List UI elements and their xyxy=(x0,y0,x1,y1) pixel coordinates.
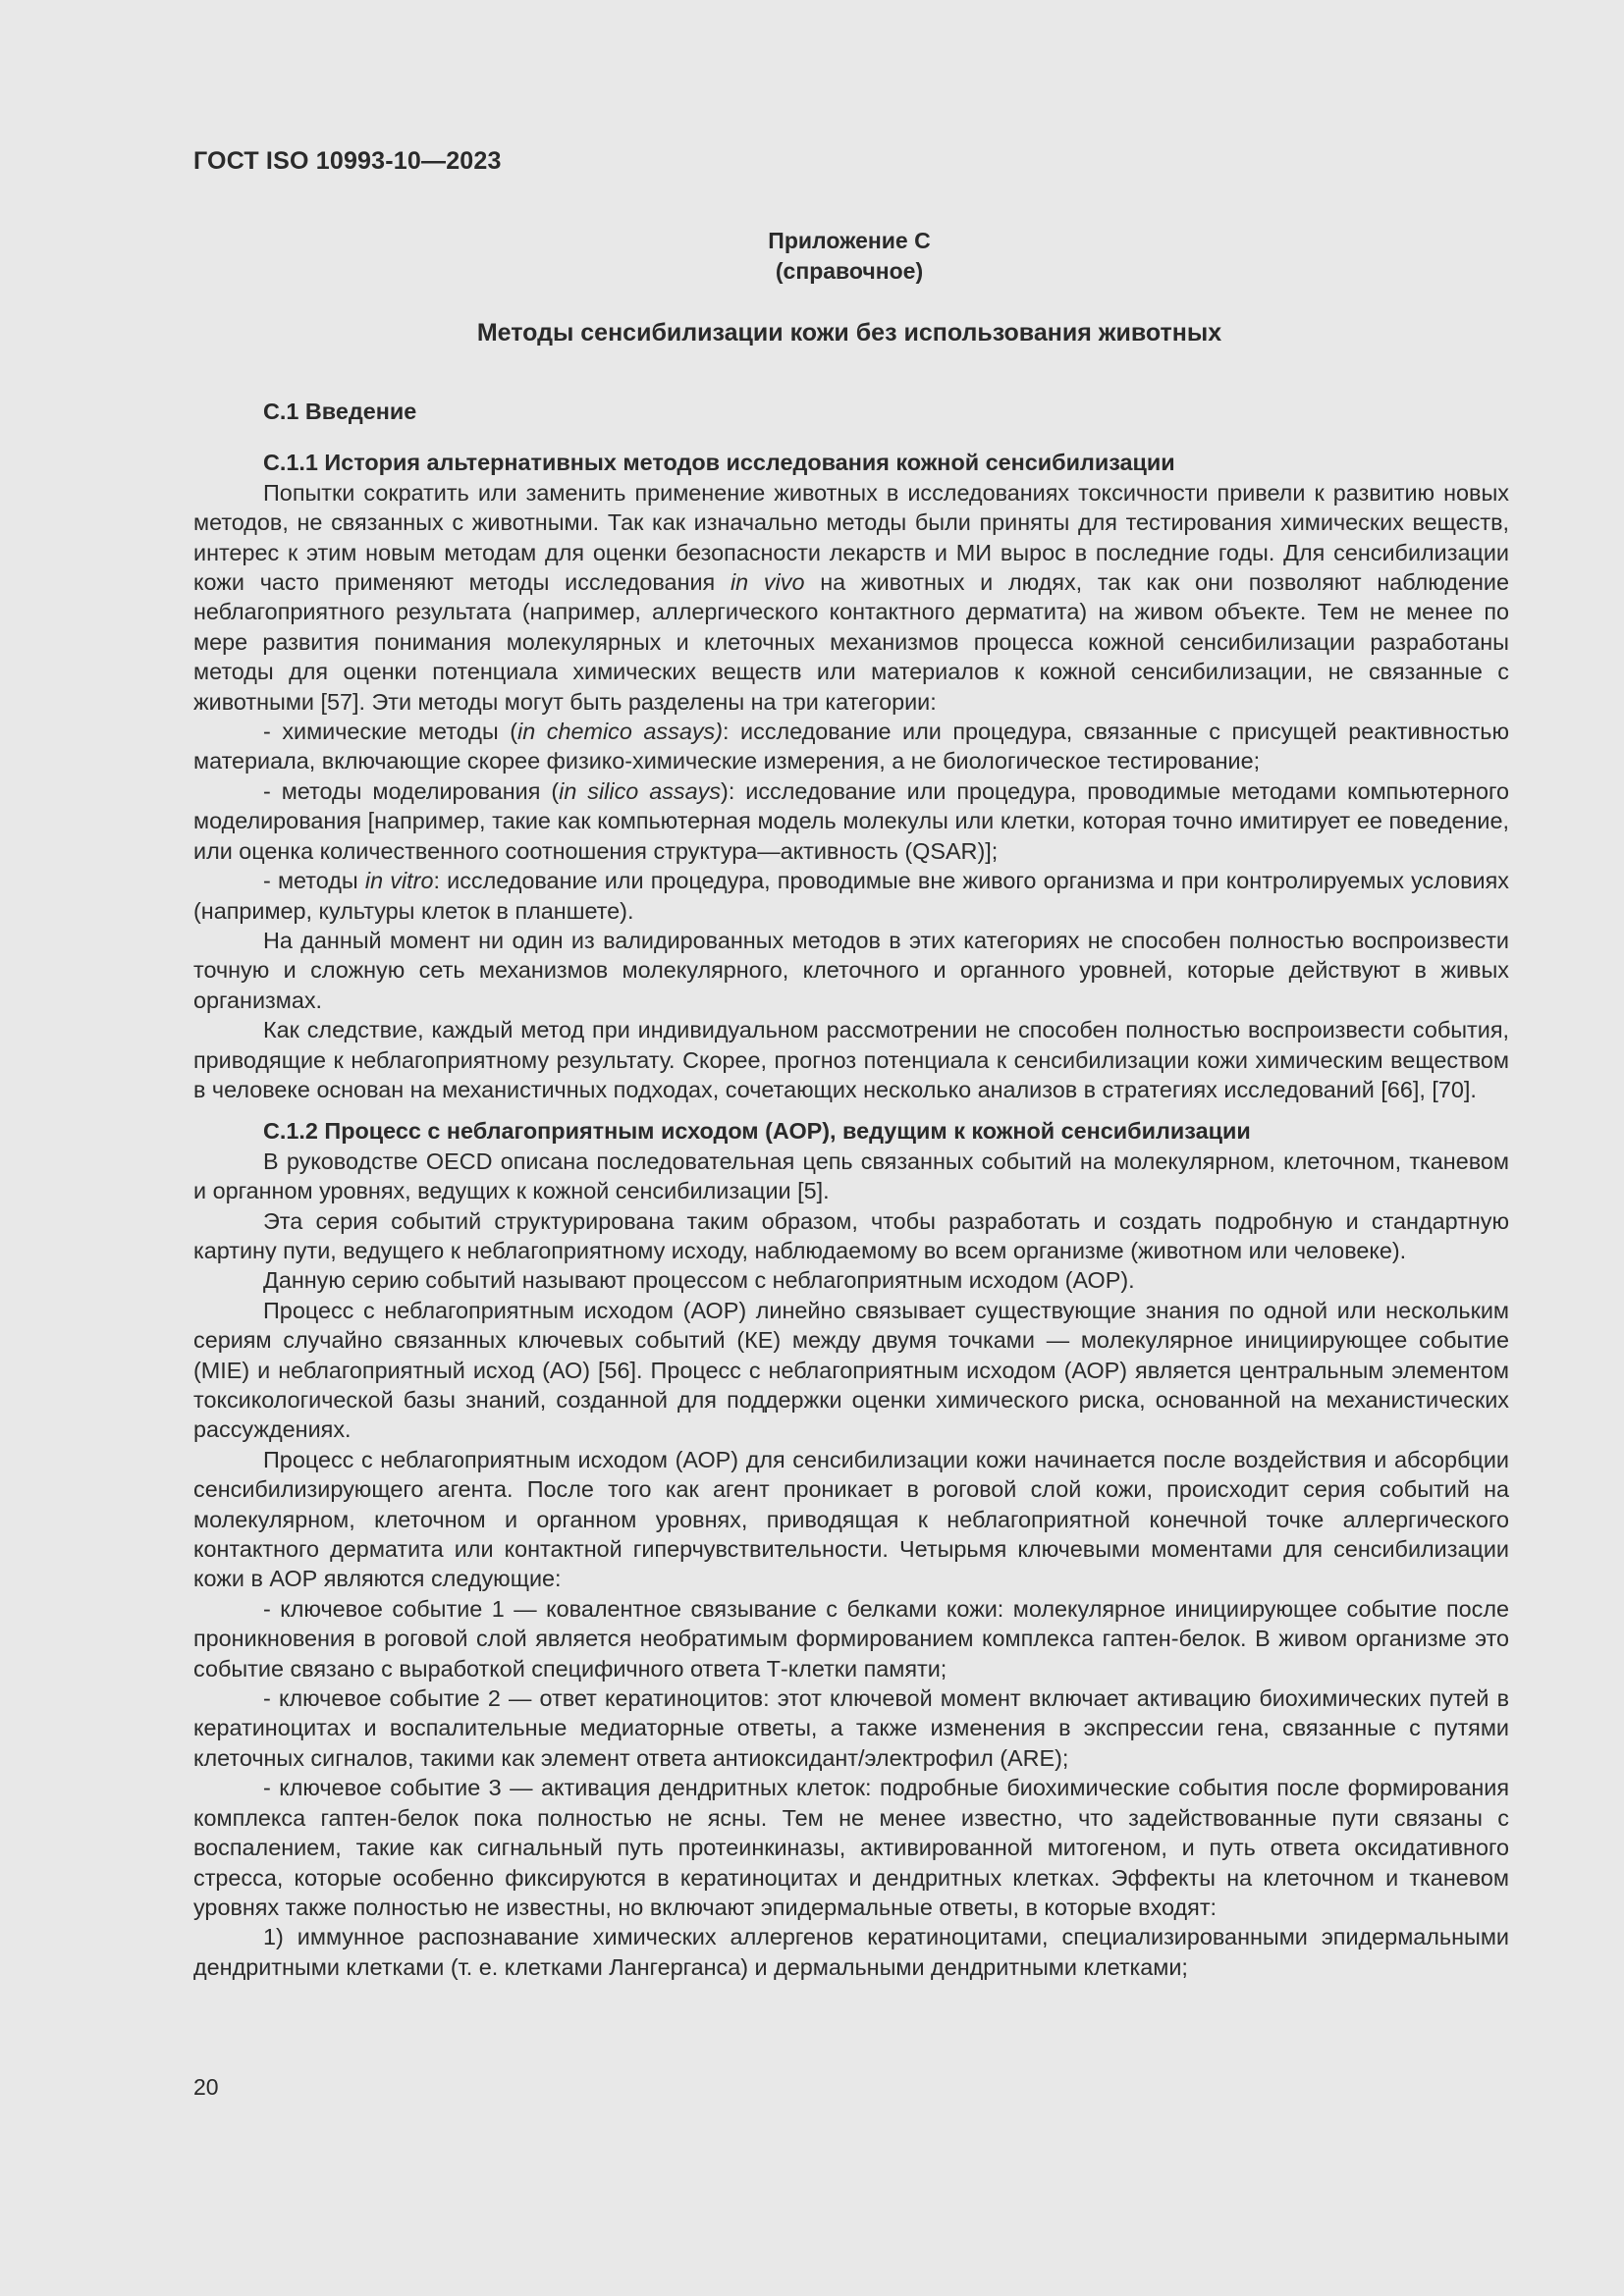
paragraph: В руководстве OECD описана последовательная цепь связанных событий на молекулярном, клеточном, тканевом и органном уровнях, ведущих к кожной сенсибилизации [5]. xyxy=(193,1148,1509,1204)
list-item: - методы моделирования (in silico assays): исследование или процедура, проводимые методами компьютерного моделирования [например, такие как компьютерная модель молекулы или клетки, которая точно имитирует ее поведение, или оценка количественного соотношения структура—активность (QSAR)]; xyxy=(193,777,1509,864)
appendix-header xyxy=(0,226,1624,287)
list-item: 1) иммунное распознавание химических аллергенов кератиноцитами, специализированными эпидермальными дендритными клетками (т. е. клетками Лангерганса) и дермальными дендритными клетками; xyxy=(193,1924,1509,1980)
appendix-type: (справочное) xyxy=(775,258,924,284)
paragraph: Попытки сократить или заменить применение животных в исследованиях токсичности привели к развитию новых методов, не связанных с животными. Так как изначально методы были приняты для тестирования химических веществ, интерес к этим новым методам для оценки безопасности лекарств и МИ вырос в последние годы. Для сенсибилизации кожи часто применяют методы исследования in vivo на животных и людях, так как они позволяют наблюдение неблагоприятного результата (например, аллергического контактного дерматита) на живом объекте. Тем не менее по мере развития понимания молекулярных и клеточных механизмов процесса кожной сенсибилизации разработаны методы для оценки потенциала химических веществ или материалов к кожной сенсибилизации, не связанные с животными [57]. Эти методы могут быть разделены на три категории: xyxy=(193,479,1509,715)
list-item: - ключевое событие 1 — ковалентное связывание с белками кожи: молекулярное инициирующее событие после проникновения в роговой слой является необратимым формированием комплекса гаптен-белок. В живом организме это событие связано с выработкой специфичного ответа Т-клетки памяти; xyxy=(193,1595,1509,1682)
paragraph: Процесс с неблагоприятным исходом (АОР) линейно связывает существующие знания по одной или нескольким сериям случайно связанных ключевых событий (КЕ) между двумя точками — молекулярное инициирующее событие (MIE) и неблагоприятный исход (АО) [56]. Процесс с неблагоприятным исходом (АОР) является центральным элементом токсикологической базы знаний, созданной для поддержки оценки химического риска, основанной на механистических рассуждениях. xyxy=(193,1297,1509,1443)
page-number: 20 xyxy=(193,2074,219,2100)
list-item: - химические методы (in chemico assays): исследование или процедура, связанные с присущей реактивностью материала, включающие скорее физико-химические измерения, а не биологическое тестирование; xyxy=(193,719,1509,774)
paragraph: Эта серия событий структурирована таким образом, чтобы разработать и создать подробную и стандартную картину пути, ведущего к неблагоприятному исходу, наблюдаемому во всем организме (животном или человеке). xyxy=(193,1207,1509,1263)
paragraph: Процесс с неблагоприятным исходом (АОР) для сенсибилизации кожи начинается после воздействия и абсорбции сенсибилизирующего агента. После того как агент проникает в роговой слой кожи, происходит серия событий на молекулярном, клеточном и органном уровнях, приводящая к неблагоприятной конечной точке аллергического контактного дерматита или контактной гиперчувствительности. Четырьмя ключевыми моментами для сенсибилизации кожи в АОР являются следующие: xyxy=(193,1446,1509,1592)
paragraph: На данный момент ни один из валидированных методов в этих категориях не способен полностью воспроизвести точную и сложную сеть механизмов молекулярного, клеточного и органного уровней, которые действуют в живых организмах. xyxy=(193,927,1509,1013)
section-c12-heading: С.1.2 Процесс с неблагоприятным исходом (АОР), ведущим к кожной сенсибилизации xyxy=(263,1118,1251,1145)
paragraph: Как следствие, каждый метод при индивидуальном рассмотрении не способен полностью воспроизвести события, приводящие к неблагоприятному результату. Скорее, прогноз потенциала к сенсибилизации кожи химическим веществом в человеке основан на механистичных подходах, сочетающих несколько анализов в стратегиях исследований [66], [70]. xyxy=(193,1017,1509,1102)
list-item: - ключевое событие 3 — активация дендритных клеток: подробные биохимические события после формирования комплекса гаптен-белок пока полностью не ясны. Тем не менее известно, что задействованные пути связаны с воспалением, такие как сигнальный путь протеинкиназы, активированной митогеном, и путь ответа оксидативного стресса, которые особенно фиксируются в кератиноцитах и дендритных клетках. Эффекты на клеточном и тканевом уровнях также полностью не известны, но включают эпидермальные ответы, в которые входят: xyxy=(193,1775,1509,1920)
paragraph: Данную серию событий называют процессом с неблагоприятным исходом (АОР). xyxy=(263,1267,1135,1294)
appendix-label: Приложение С xyxy=(768,228,931,253)
list-item: - ключевое событие 2 — ответ кератиноцитов: этот ключевой момент включает активацию биохимических путей в кератиноцитах и воспалительные медиаторные ответы, а также изменения в экспрессии гена, связанные с путями клеточных сигналов, такими как элемент ответа антиоксидант/электрофил (ARE); xyxy=(193,1685,1509,1771)
section-c11-heading: С.1.1 История альтернативных методов исследования кожной сенсибилизации xyxy=(263,450,1175,476)
section-c1-heading: С.1 Введение xyxy=(263,399,417,424)
list-item: - методы in vitro: исследование или процедура, проводимые вне живого организма и при контролируемых условиях (например, культуры клеток в планшете). xyxy=(193,868,1509,924)
document-id: ГОСТ ISO 10993-10—2023 xyxy=(193,147,502,175)
appendix-title: Методы сенсибилизации кожи без использования животных xyxy=(476,319,1222,347)
body-text xyxy=(193,397,1509,1982)
